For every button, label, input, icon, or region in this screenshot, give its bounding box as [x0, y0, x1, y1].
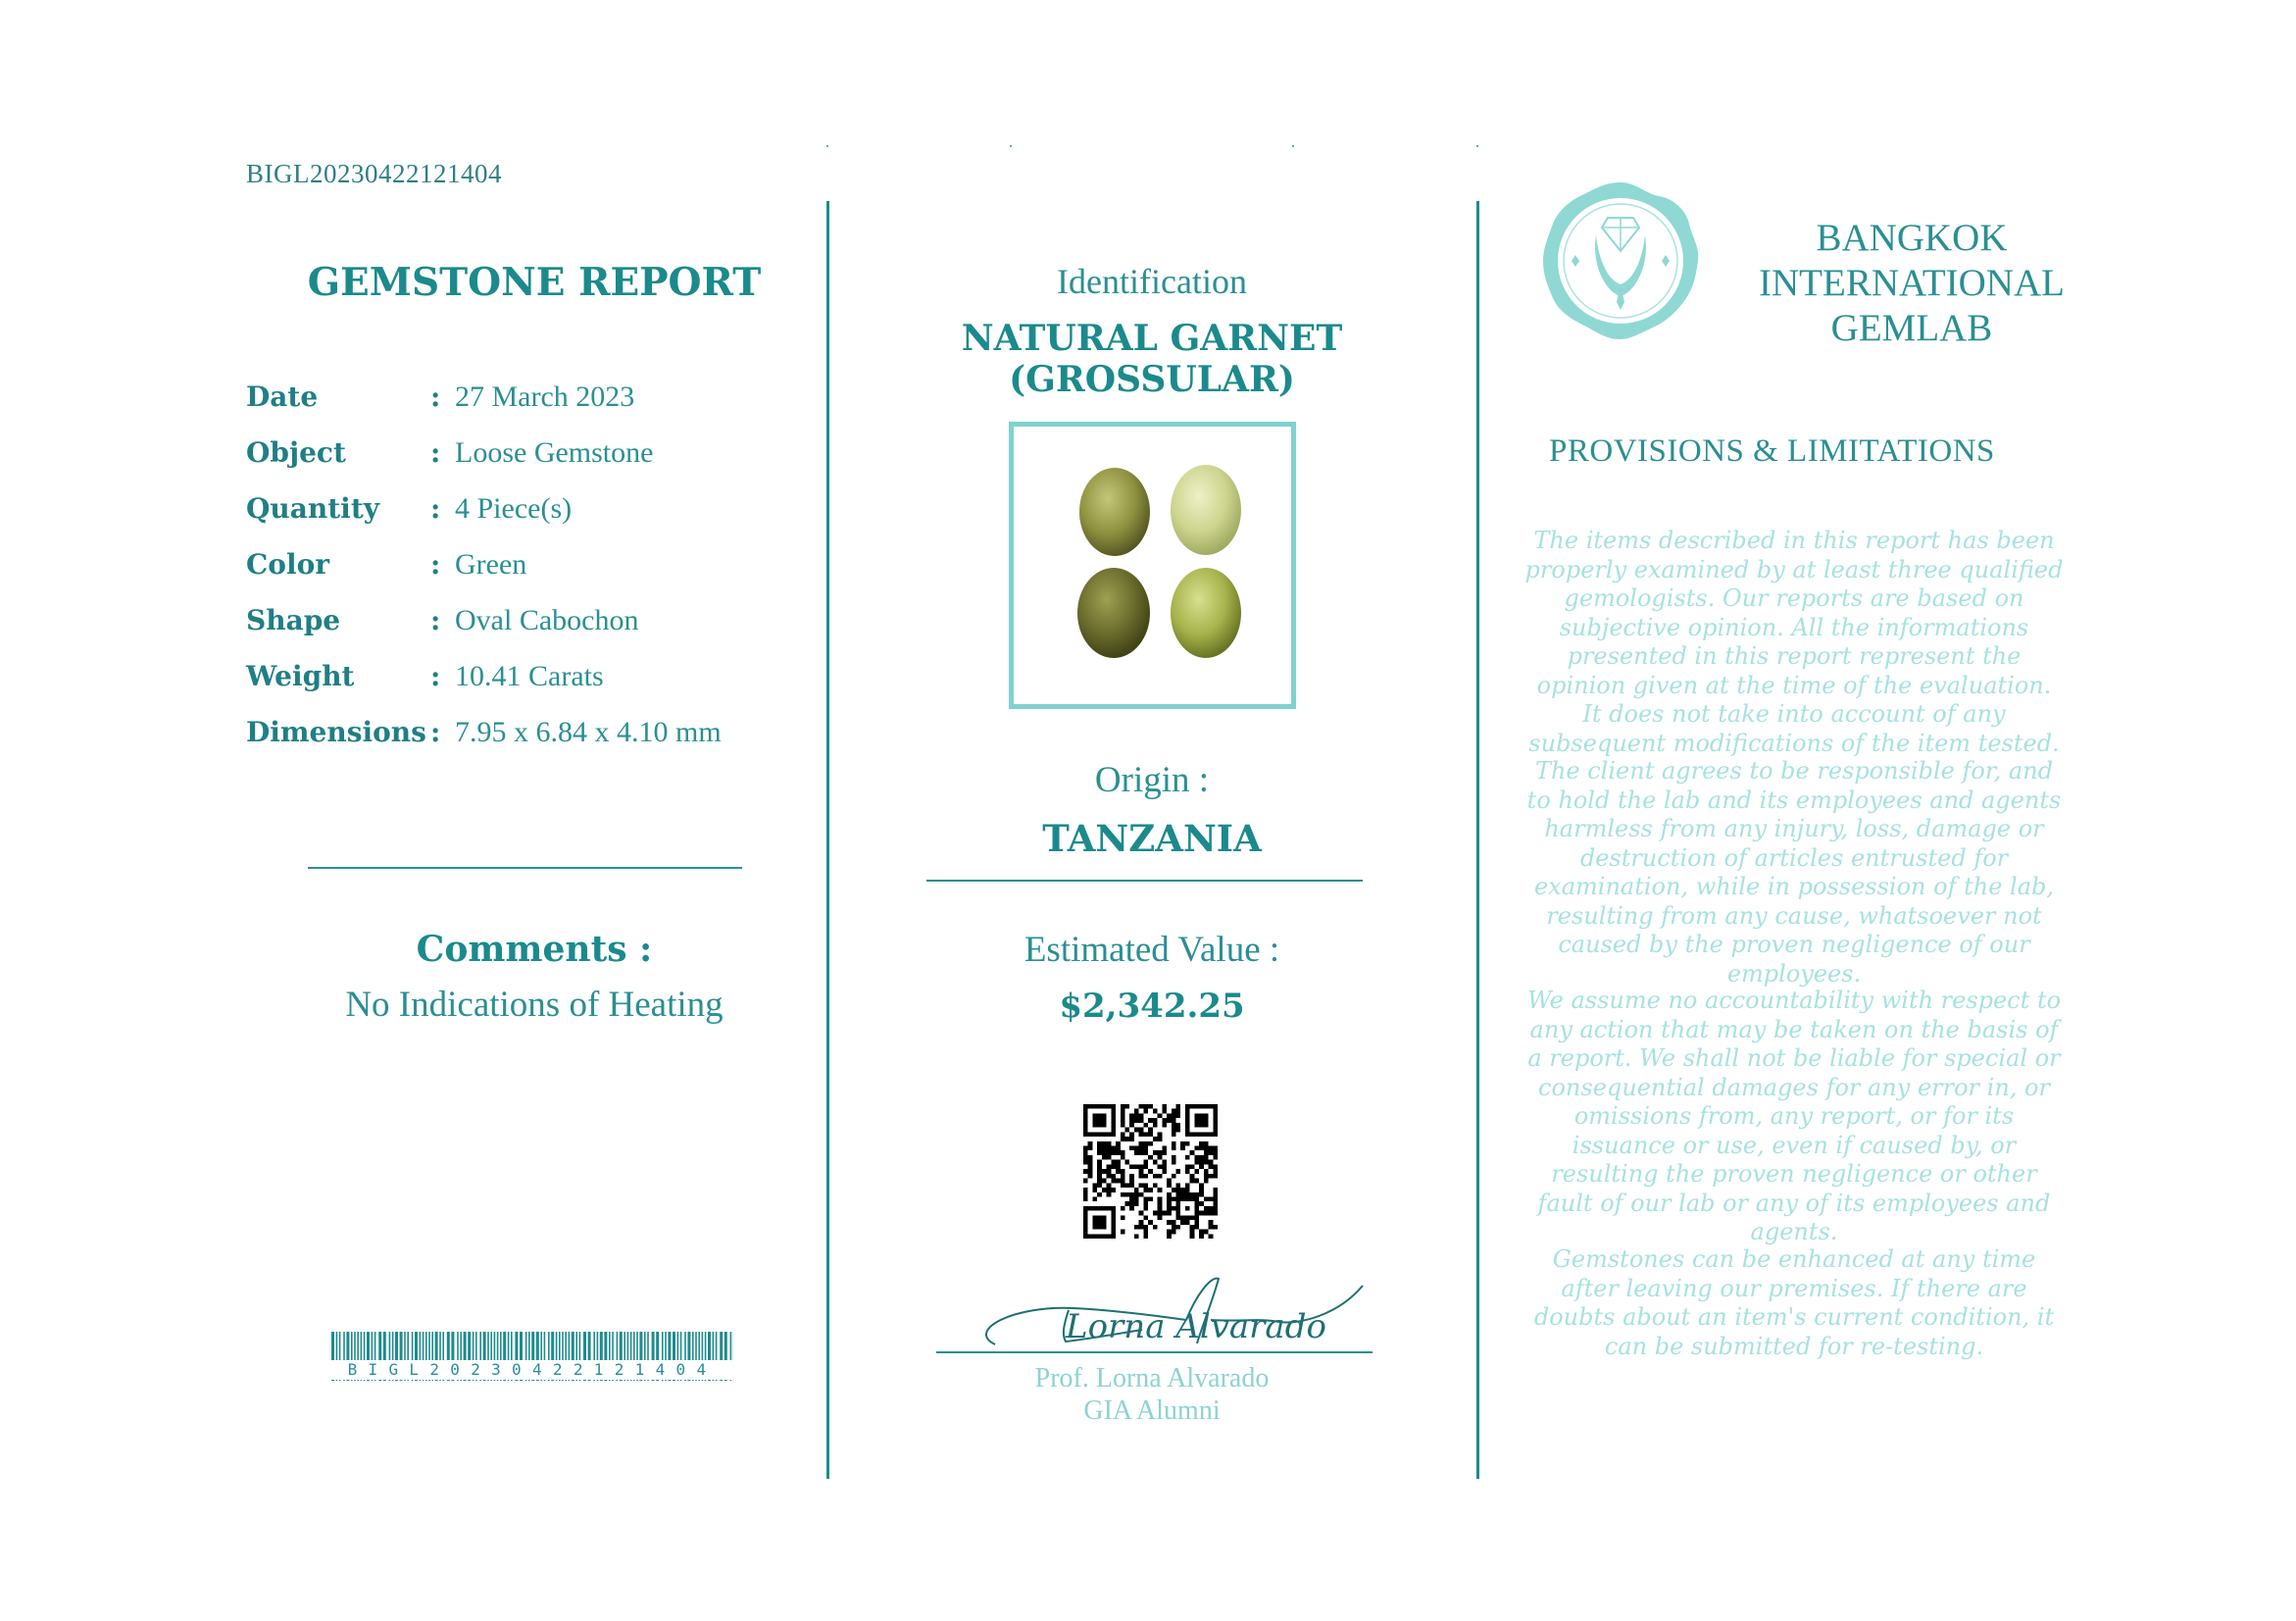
detail-value: Oval Cabochon [455, 604, 639, 636]
detail-row-shape [246, 596, 795, 652]
detail-label: Quantity [246, 492, 380, 525]
origin-value: TANZANIA [1042, 817, 1262, 860]
comments-label: Comments : [416, 929, 653, 970]
detail-label: Weight [246, 660, 355, 692]
detail-colon: : [430, 380, 441, 413]
detail-row-color [246, 540, 795, 596]
crop-mark [1292, 145, 1294, 147]
detail-value: Loose Gemstone [455, 436, 654, 469]
detail-row-object [246, 429, 795, 484]
gemstone-2 [1171, 465, 1241, 555]
provision-paragraph: Gemstones can be enhanced at any time after leaving our premises. If there are doubts about an item's current condition, it can be submitted for re-testing. [1533, 1245, 2055, 1360]
detail-label: Shape [246, 604, 341, 636]
lab-name-line: BANGKOK [1816, 217, 2008, 259]
detail-label: Date [246, 380, 319, 413]
detail-colon: : [430, 660, 441, 692]
detail-value: 7.95 x 6.84 x 4.10 mm [455, 716, 722, 748]
qr-code[interactable] [1083, 1104, 1218, 1239]
detail-row-weight [246, 652, 795, 708]
gemstone-4 [1171, 568, 1241, 658]
identification-value: NATURAL GARNET (GROSSULAR) [961, 318, 1343, 400]
detail-row-date [246, 373, 795, 429]
lab-name-line: INTERNATIONAL [1759, 262, 2065, 304]
panel-divider-right [1476, 201, 1479, 1479]
report-id: BIGL20230422121404 [246, 159, 502, 188]
detail-label: Color [246, 548, 330, 581]
comments-value: No Indications of Heating [345, 985, 724, 1025]
provision-paragraph: We assume no accountability with respect to any action that may be taken on the basis of a report. We shall not be liable for special or consequential damages for any error in, or omissions from, any report, or for its issuance or use, even if caused by, or resulting the proven negligence or other fault of our lab or any of its employees and agents. [1526, 987, 2062, 1245]
signature-rule [936, 1351, 1373, 1353]
provision-paragraph: The items described in this report has been properly examined by at least three qualified gemologists. Our reports are based on subjective opinion. All the informations presented in this report represent the opinion given at the time of the evaluation. It does not take into account of any subsequent modifications of the item tested. [1524, 527, 2064, 757]
detail-value: Green [455, 548, 527, 581]
origin-label: Origin : [1094, 760, 1210, 800]
crop-mark [826, 145, 828, 147]
provision-paragraph: The client agrees to be responsible for, and to hold the lab and its employees and agents harmless from any injury, loss, damage or destruction of articles entrusted for examination, while in possession of the lab, resulting from any cause, whatsoever not caused by the proven negligence of our employees. [1526, 757, 2062, 988]
estimated-value-amount: $2,342.25 [1059, 987, 1245, 1026]
detail-label: Dimensions [246, 716, 426, 748]
provisions-title: PROVISIONS & LIMITATIONS [1549, 433, 1995, 469]
signer-name: Prof. Lorna Alvarado [1034, 1363, 1270, 1393]
detail-row-dimensions [246, 708, 795, 764]
detail-colon: : [430, 548, 441, 581]
signature-text: Lorna Alvarado [1066, 1307, 1326, 1346]
gemstone-photo [1009, 422, 1296, 709]
crop-mark [1010, 145, 1012, 147]
report-title: GEMSTONE REPORT [307, 260, 762, 305]
left-divider-rule [308, 867, 742, 869]
detail-colon: : [430, 716, 441, 748]
lab-seal-logo [1537, 177, 1704, 343]
crop-mark [1476, 145, 1478, 147]
gemstone-3 [1077, 568, 1150, 658]
detail-row-quantity [246, 484, 795, 540]
barcode-text: BIGL20230422121404 [331, 1360, 733, 1380]
detail-colon: : [430, 436, 441, 469]
signer-title: GIA Alumni [1083, 1395, 1221, 1426]
lab-name-line: GEMLAB [1830, 307, 1993, 349]
detail-value: 4 Piece(s) [455, 492, 573, 525]
detail-value: 10.41 Carats [455, 660, 604, 692]
gemstone-image [1014, 427, 1291, 704]
gemstone-1 [1079, 468, 1150, 556]
detail-value: 27 March 2023 [455, 380, 635, 413]
lab-name [1735, 216, 2088, 351]
details-table [246, 373, 795, 764]
middle-divider-rule [926, 880, 1363, 882]
identification-label: Identification [1057, 262, 1247, 301]
signature [956, 1271, 1368, 1359]
detail-colon: : [430, 492, 441, 525]
detail-colon: : [430, 604, 441, 636]
detail-label: Object [246, 436, 346, 469]
estimated-value-label: Estimated Value : [1023, 930, 1280, 970]
